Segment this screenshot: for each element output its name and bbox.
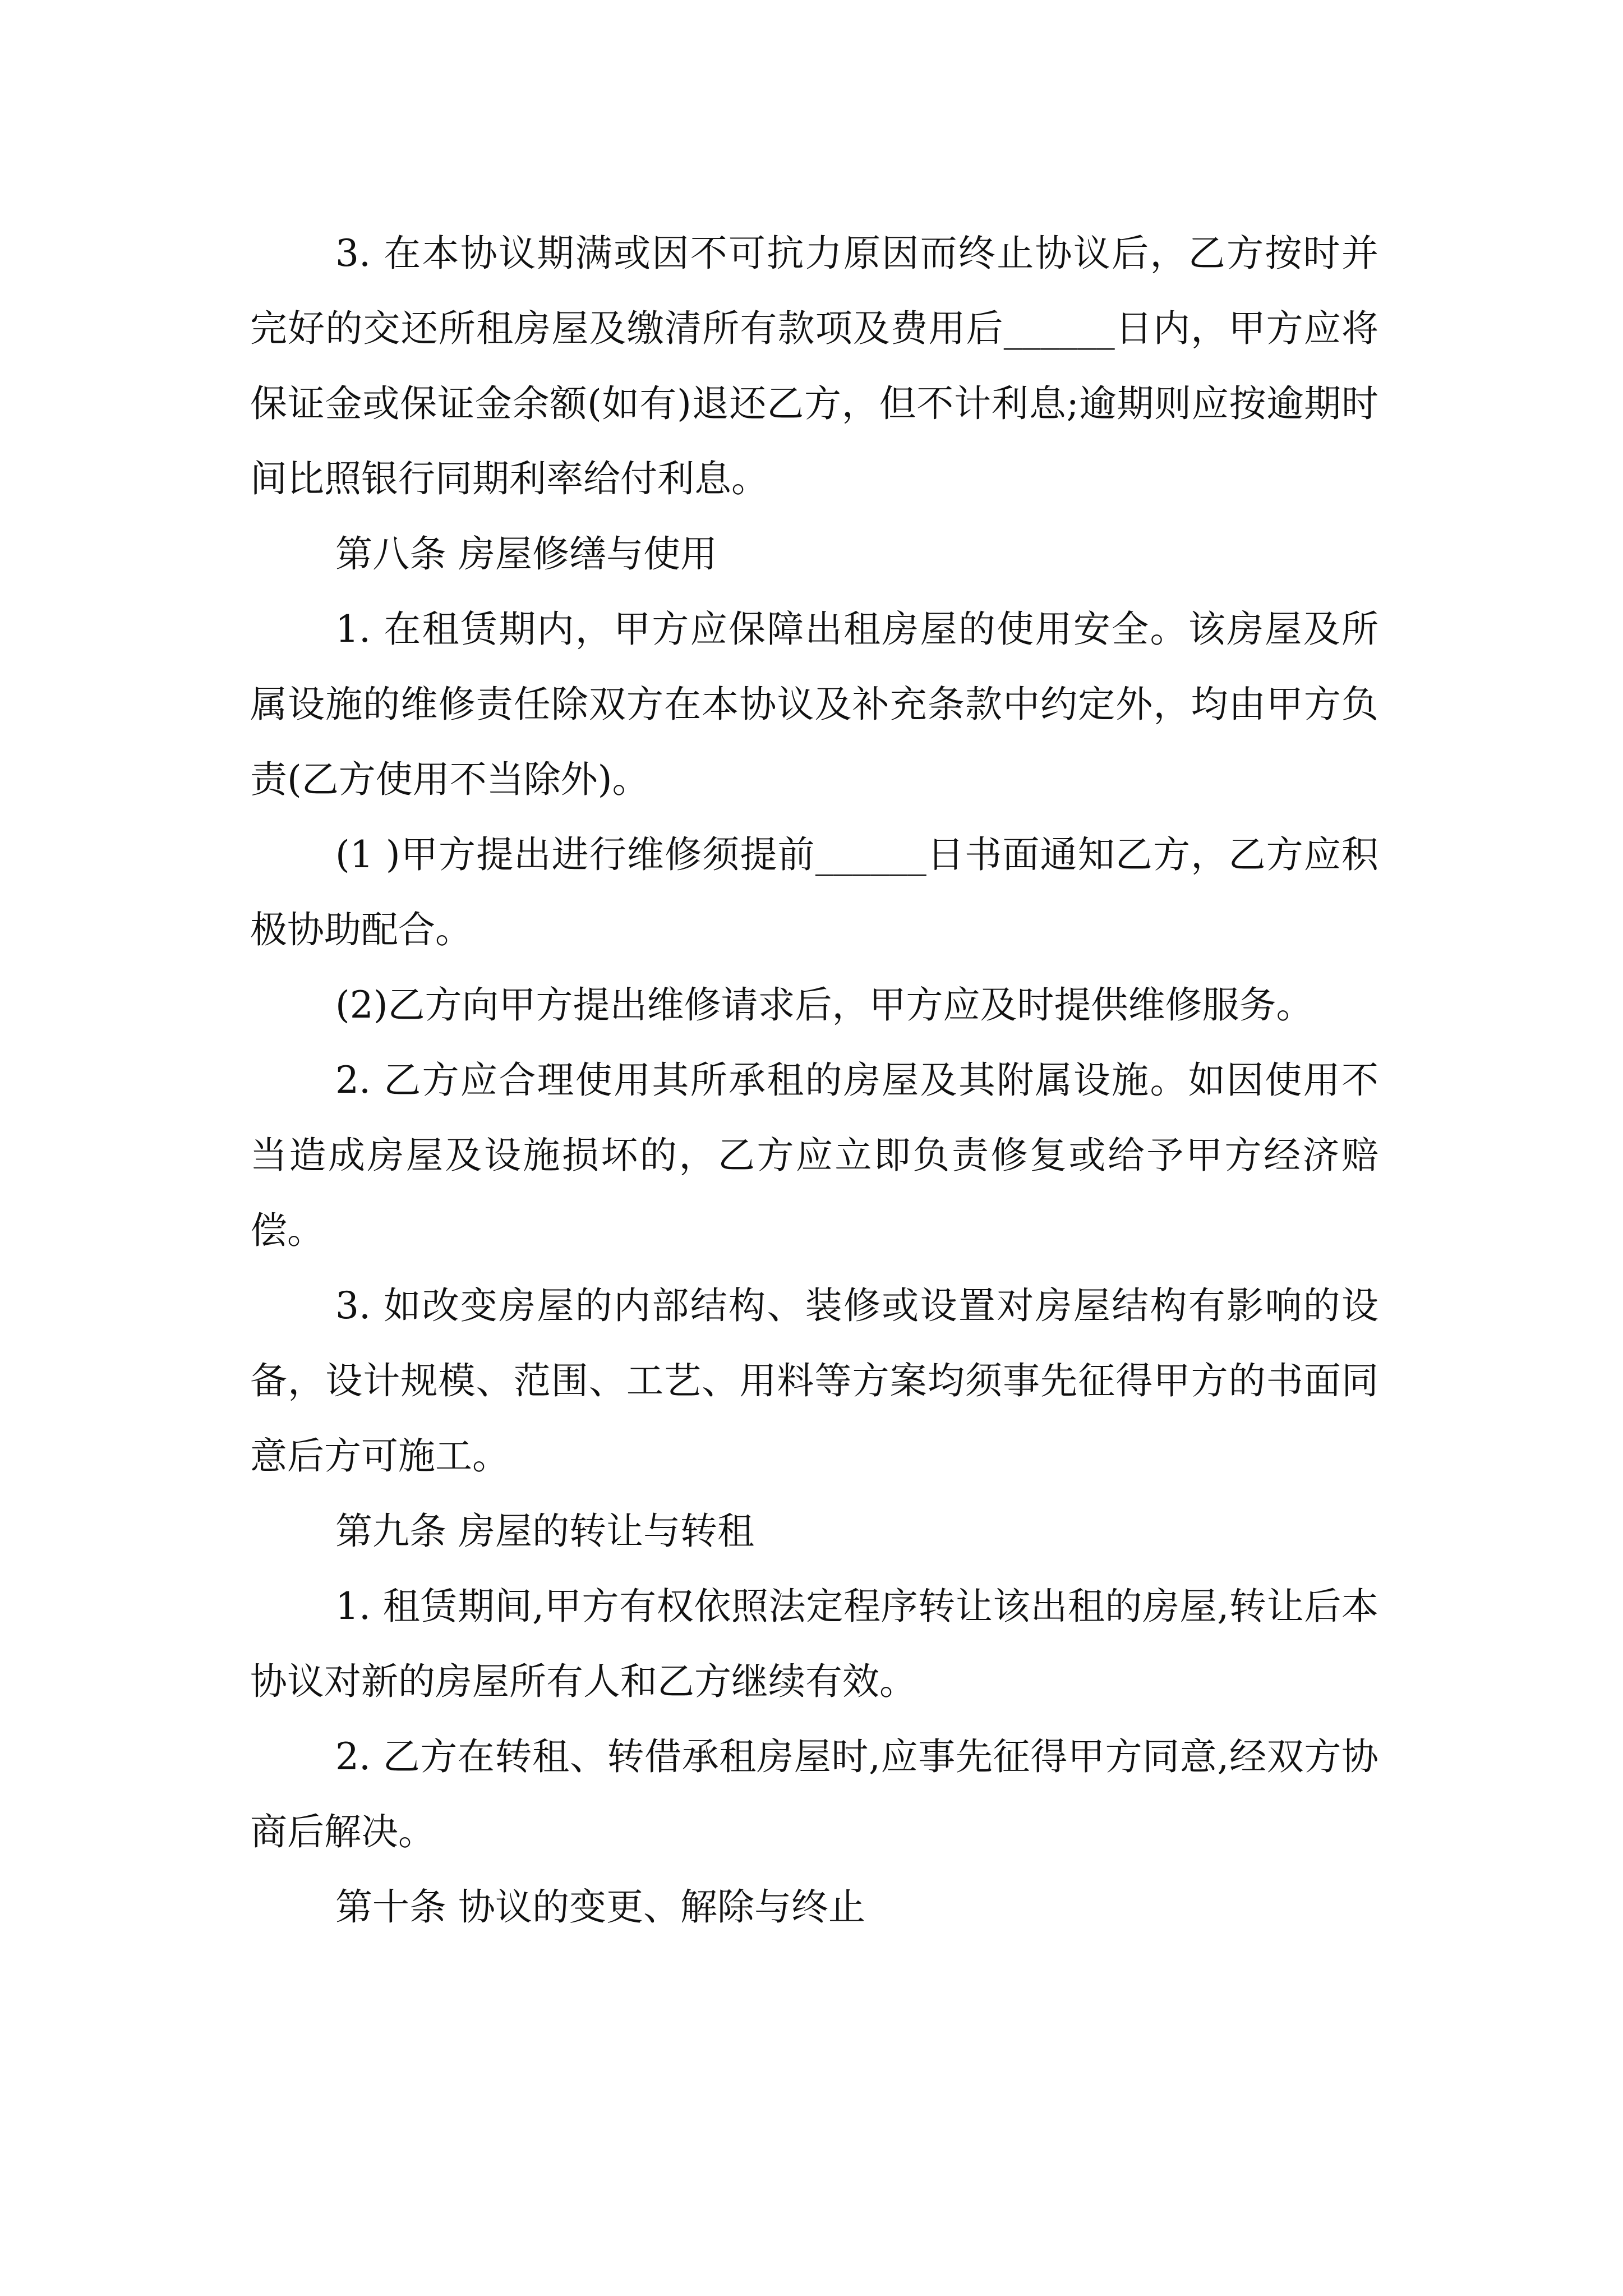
paragraph-article8-subitem2: (2)乙方向甲方提出维修请求后，甲方应及时提供维修服务。 xyxy=(335,983,1313,1027)
paragraph-article8-subitem1: (1 )甲方提出进行维修须提前______日书面通知乙方，乙方应积极协助配合。 xyxy=(250,833,1378,951)
paragraph-article8-item3: 3. 如改变房屋的内部结构、装修或设置对房屋结构有影响的设备，设计规模、范围、工艺、用料等方案均须事先征得甲方的书面同意后方可施工。 xyxy=(250,1284,1378,1478)
heading-article-9: 第九条 房屋的转让与转租 xyxy=(335,1510,754,1553)
heading-article-10: 第十条 协议的变更、解除与终止 xyxy=(335,1885,865,1929)
paragraph-article8-item2: 2. 乙方应合理使用其所承租的房屋及其附属设施。如因使用不当造成房屋及设施损坏的，乙方应立即负责修复或给予甲方经济赔偿。 xyxy=(250,1059,1378,1252)
paragraph-article9-item2: 2. 乙方在转租、转借承租房屋时,应事先征得甲方同意,经双方协商后解决。 xyxy=(250,1735,1378,1853)
document-body xyxy=(250,216,1378,1945)
paragraph-article7-item3: 3. 在本协议期满或因不可抗力原因而终止协议后，乙方按时并完好的交还所租房屋及缴清所有款项及费用后______日内，甲方应将保证金或保证金余额(如有)退还乙方，但不计利息;逾期则应按逾期时间比照银行同期利率给付利息。 xyxy=(250,232,1378,500)
paragraph-article9-item1: 1. 租赁期间,甲方有权依照法定程序转让该出租的房屋,转让后本协议对新的房屋所有人和乙方继续有效。 xyxy=(250,1585,1378,1703)
paragraph-article8-item1: 1. 在租赁期内，甲方应保障出租房屋的使用安全。该房屋及所属设施的维修责任除双方在本协议及补充条款中约定外，均由甲方负责(乙方使用不当除外)。 xyxy=(250,608,1378,801)
heading-article-8: 第八条 房屋修缮与使用 xyxy=(335,532,717,576)
